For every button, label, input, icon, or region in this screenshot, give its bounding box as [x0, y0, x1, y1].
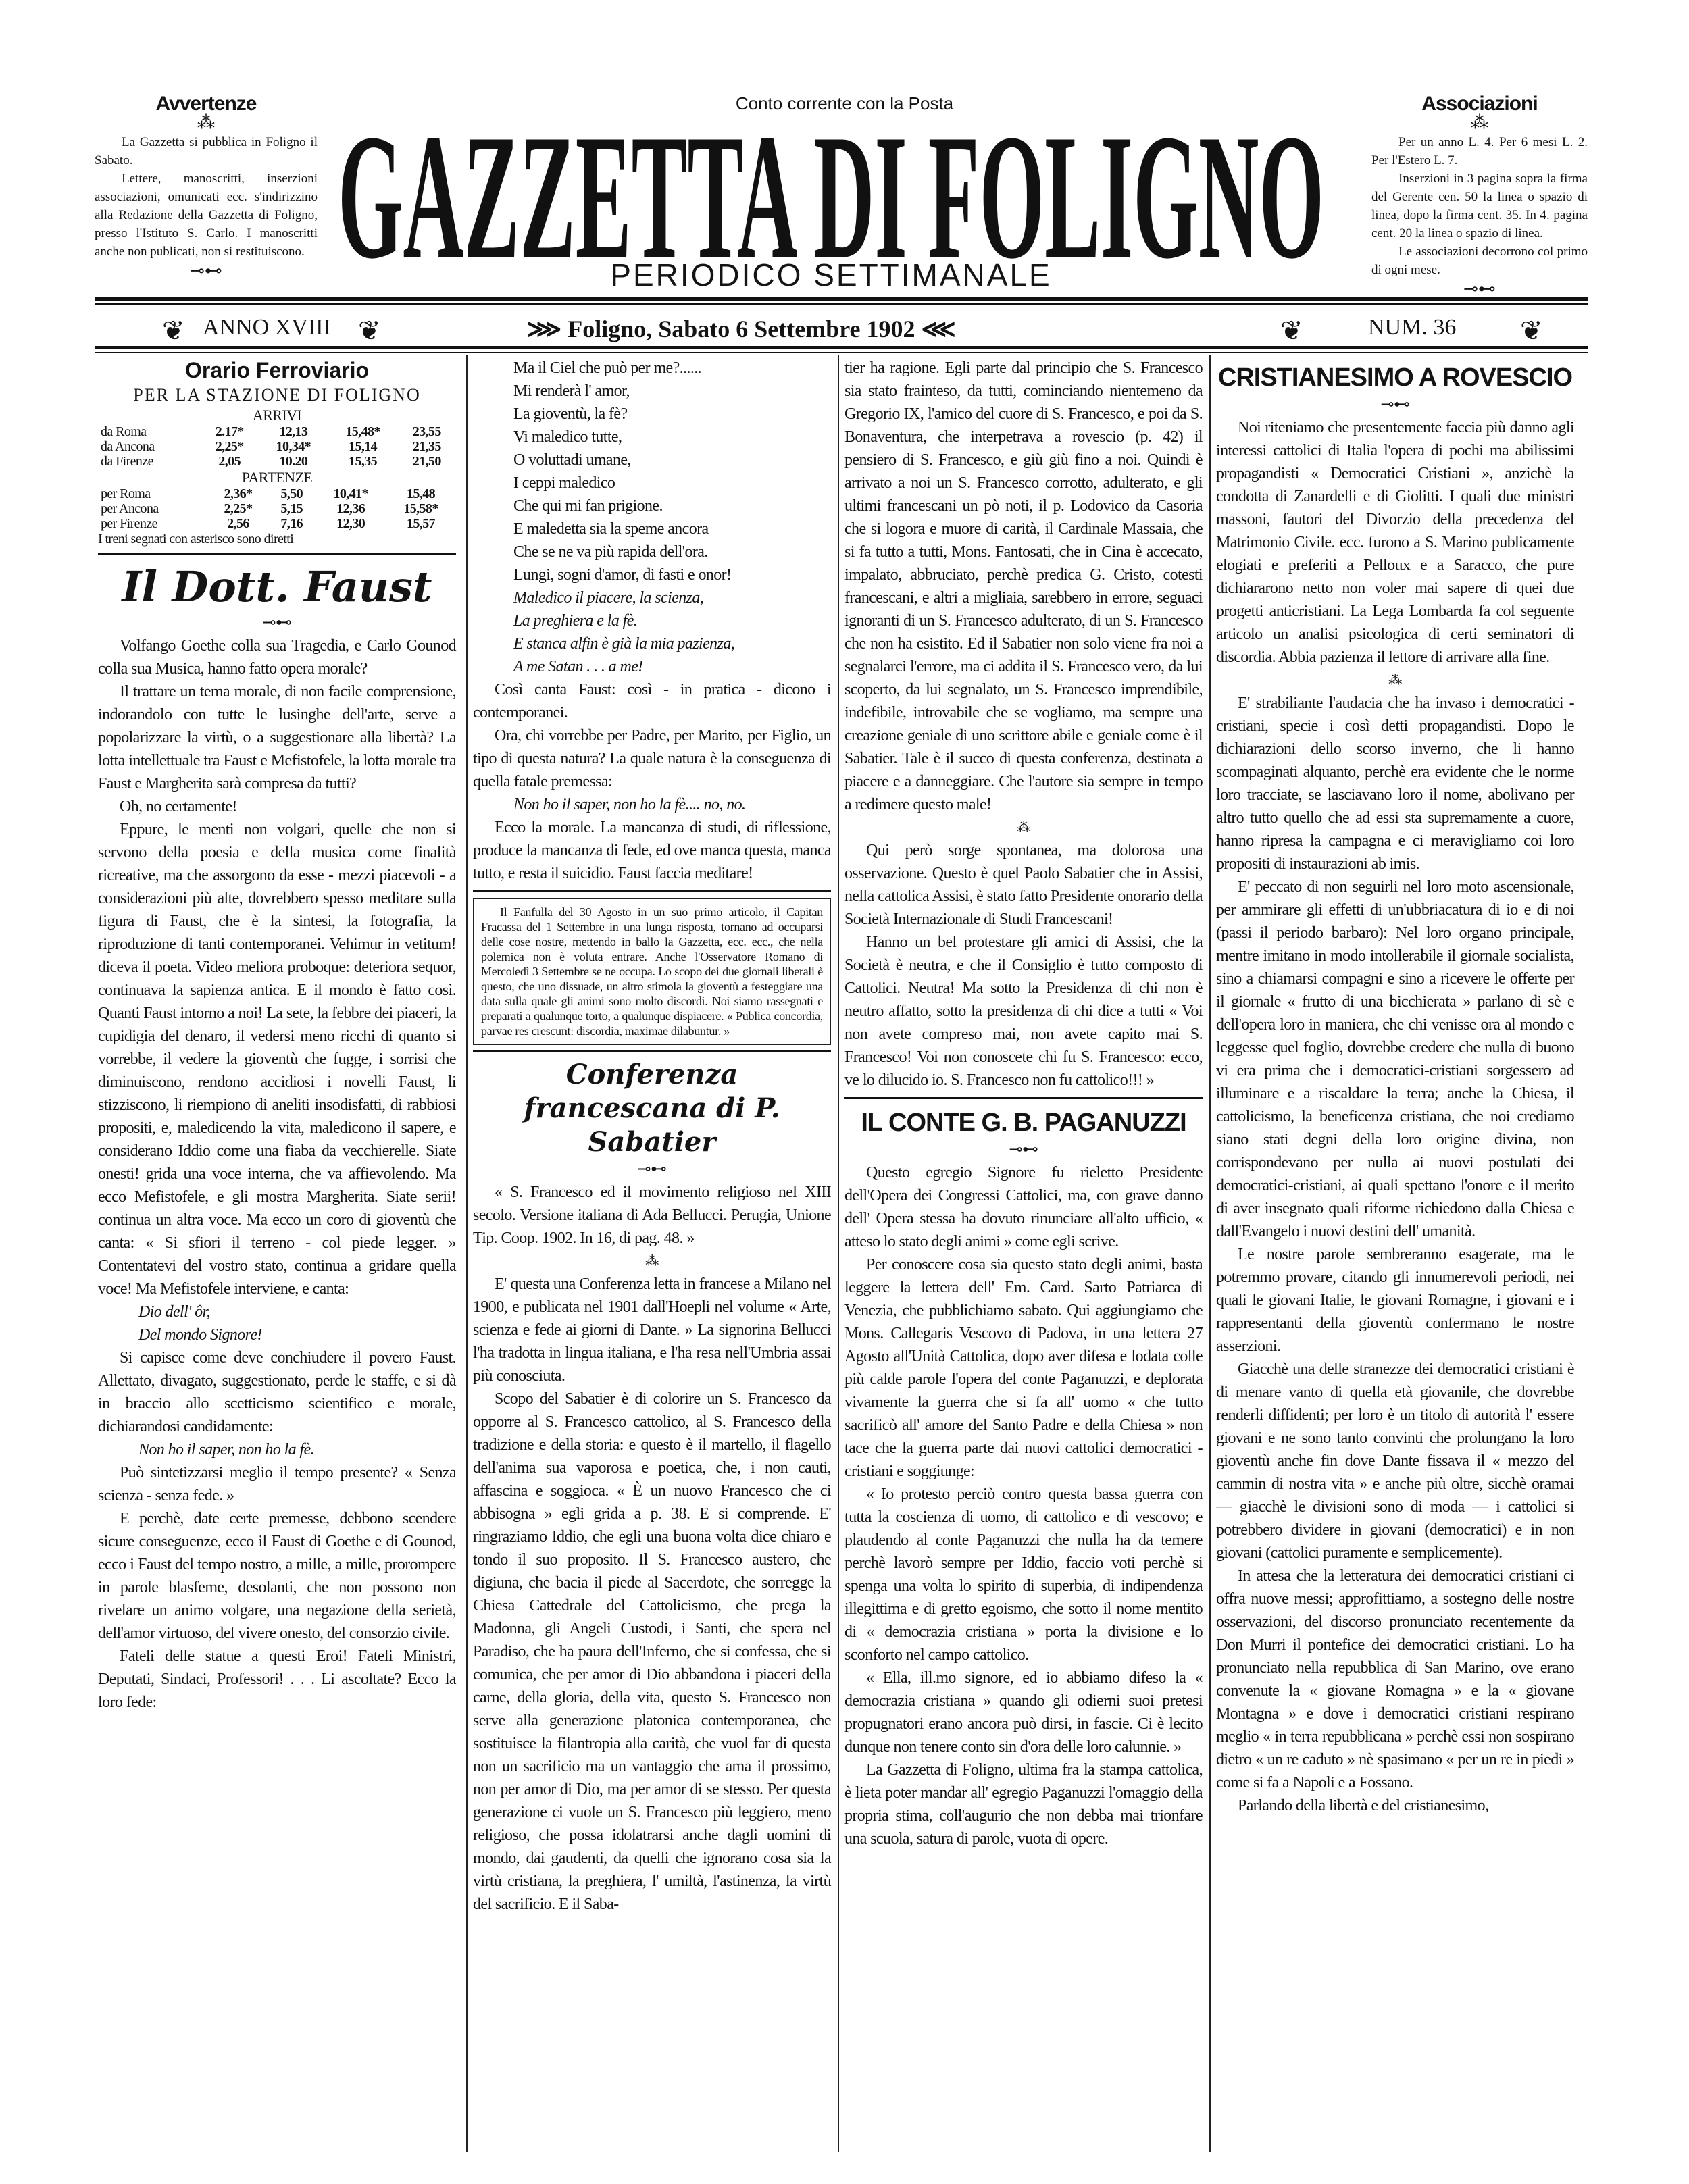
timetable-row	[98, 501, 456, 516]
article-title: IL CONTE G. B. PAGANUZZI	[861, 1109, 1186, 1137]
train-time: 21,50	[412, 454, 441, 469]
train-time: 15,48	[407, 486, 436, 501]
ornament-icon: ⊸⊷	[262, 614, 292, 632]
timetable-row	[98, 516, 456, 531]
paragraph: Volfango Goethe colla sua Tragedia, e Carlo Gounod colla sua Musica, hanno fatto opera morale?	[98, 637, 456, 678]
anno-label: ANNO XVIII	[203, 315, 331, 340]
departures-label: PARTENZE	[241, 469, 313, 486]
section-rule	[844, 1097, 1203, 1099]
station-name: per Roma	[101, 486, 151, 501]
paragraph: Giacchè una delle stranezze dei democratici cristiani è di menare vanto di quella età giovanile, che dovrebbe renderli diffidenti; per loro è un titolo di autorità l' essere giovani e ne sono tanto convinti che prolungano la loro gioventù anche fin dove Dante fissava il « mezzo del cammin di nostra vita » e anche più oltre, sicchè oramai — giacchè le divisioni sono di moda — i cattolici si potrebbero dividere in giovani (democratici) e in non giovani (cattolici puramente e semplicemente).	[1216, 1361, 1574, 1562]
station-name: per Firenze	[101, 516, 157, 531]
train-time: 15,57	[407, 516, 436, 531]
ornament-icon: ❦	[358, 315, 381, 346]
verse-line: E maledetta sia la speme ancora	[513, 520, 709, 538]
notice-text: Il Fanfulla del 30 Agosto in un suo primo articolo, il Capitan Fracassa del 1 Settembre in una lunga risposta, tornano ad occuparsi delle cose nostre, mettendo in ballo la Gazzetta, ecc. ecc., che nella polemica non è voluta entrare. Anche l'Osservatore Romano di Mercoledì 3 Settembre se ne occupa. Lo scopo dei due giornali liberali è questo, che uno dissuade, un altro stimola la gioventù a festeggiare una data sulla quale gli animi sono molto discordi. Noi siamo rassegnati e preparati a qualunque torto, a qualunque dispiacere. « Publica concordia, parvae res crescunt: discordia, maximae dilabuntur. »	[481, 905, 823, 1038]
ornament-icon: ❦	[162, 315, 185, 346]
notice-box	[473, 898, 831, 1045]
paragraph: Oh, no certamente!	[120, 798, 237, 815]
verse-line: Ma il Ciel che può per me?......	[513, 359, 702, 377]
verse-line: Maledico il piacere, la scienza,	[513, 589, 704, 607]
verse-line: E stanca alfin è già la mia pazienza,	[513, 635, 735, 653]
paragraph: E' strabiliante l'audacia che ha invaso i democratici - cristiani, specie i così detti propagandisti. Dopo le dichiarazioni dello scorso inverno, che li hanno scompaginati alquanto, perchè era evidente che le norme loro tracciate, se lasciavano loro il nome, abolivano per altro tutto quello che ad essi sta supremamente a cuore, hanno ripresa la campagna e ci meravigliamo coi loro propositi di instaurazioni ab imis.	[1216, 694, 1574, 873]
train-time: 2,25*	[215, 439, 244, 454]
verse-line: Del mondo Signore!	[138, 1326, 262, 1344]
associazioni-text: Per un anno L. 4. Per 6 mesi L. 2. Per l'Estero L. 7.	[1371, 135, 1588, 168]
paragraph: Le nostre parole sembreranno esagerate, ma le potremmo provare, citando gli innumerevoli periodi, nei quali le giovani Italie, le giovani Romagne, i giovani e i rappresentanti della gioventù confermano le nostre asserzioni.	[1216, 1246, 1574, 1355]
date-bar	[95, 309, 1588, 347]
paragraph: E' peccato di non seguirli nel loro moto ascensionale, per ammirare gli effetti di un'ubbriacatura di io e di noi (passi il periodo barbaro): Nel loro organo principale, mentre imitano in modo intollerabile il giornale socialista, sino a chiamarsi compagni e sino a ricevere le offerte per il giornale « frutto di una bicchierata » parlano di sè e dell'opera loro in maniera, che chi venisse ora al mondo e leggesse quel foglio, dovrebbe credere che nulla di buono vi era prima che i democratici-cristiani sorgessero ad illuminare e a riscaldare la terra; anche la Chiesa, il cattolicismo, la beneficenza cristiana, che noi crediamo siano stati degni della loro origine divina, non corrispondevano per nulla ai nuovi postulati dei democratici-cristiani, ai quali spettano l'onore e il merito di aver insegnato quali riforme richiedono dalla Chiesa e dall'Evangelo i nuovi destini dell' umanità.	[1216, 878, 1574, 1240]
ornament-icon: ⁂	[1471, 113, 1488, 132]
asterism-icon: ⁂	[1388, 673, 1402, 688]
associazioni-box	[1371, 95, 1588, 299]
paragraph: E perchè, date certe premesse, debbono scendere sicure conseguenze, ecco il Faust di Goethe e di Gounod, ecco i Faust del tempo nostro, a mille, a mille, prorompere in parole blasfeme, desolanti, che non possono non rivelare un animo volgare, una negazione della serietà, dell'amor virtuoso, del vivere onesto, del consorzio civile.	[98, 1510, 456, 1642]
train-time: 12,30	[336, 516, 365, 531]
train-time: 23,55	[412, 424, 441, 439]
article-title: Il Dott. Faust	[122, 562, 432, 611]
timetable-row	[98, 424, 456, 439]
paragraph: Noi riteniamo che presentemente faccia più danno agli interessi cattolici di Italia l'opera di pochi ma abilissimi propagandisti « Democratici Cristiani », anzichè la condotta di Zanardelli e di Giolitti. I quali due ministri massoni, fautori del Divorzio della precedenza del Matrimonio Civile. ecc. furono a S. Marino publicamente elogiati e preferiti a Pelloux e a Saracco, che pure dichiararono netto non voler mai sapere di quei due progetti anticristiani. La Lega Lombarda fa col seguente articolo un analisi psicologica di certi seminatori di discordia. Abbia pazienza il lettore di arrivare alla fine.	[1216, 419, 1574, 666]
verse-line: Vi maledico tutte,	[513, 428, 622, 446]
column-2	[473, 357, 831, 1916]
paragraph: Questo egregio Signore fu rieletto Presidente dell'Opera dei Congressi Cattolici, ma, con grave danno dell' Opera stessa ha dovuto rinunciare all'alto ufficio, « atteso lo stato degli animi » come egli scrive.	[844, 1164, 1203, 1250]
station-name: da Roma	[101, 424, 147, 439]
verse-line: Non ho il saper, non ho la fè.... no, no.	[513, 796, 746, 813]
paragraph: tier ha ragione. Egli parte dal principio che S. Francesco sia stato frainteso, da tutti, cominciando nientemeno da Gregorio IX, l'amico del cuore di S. Francesco, e poi da S. Bonaventura, che interpetrava a rovescio (p. 42) il pensiero di S. Francesco, e giù giù fino a noi. Quindi è arrivato a noi un S. Francesco corrotto, adulterato, e gli ultimi francescani un pò noti, il p. Lodovico da Casoria che si logora e muore di carità, il Cardinale Massaia, che si fa tutto a tutti, Mons. Fantosati, che in Cina è accecato, impalato, abbruciato, perchè predica G. Cristo, cotesti francescani, e altri a migliaia, sarebbero in errore, seguaci ignoranti di un S. Francesco adulterato, di un S. Francesco che non ha esistito. Ed il Sabatier non solo viene fra noi a segnalarci l'errore, ma ci addita il S. Francesco vero, da lui scoperto, da lui segnalato, un S. Francesco imprendibile, indefibile, introvabile che se vogliamo, ma sempre una creazione geniale di uno scrittore abile e geniale come è il Sabatier. Tale è il succo di questa conferenza, destinata a piacere e a danneggiare. Che l'autore sia sempre in tempo a redimere questo male!	[844, 359, 1203, 813]
column-divider	[1209, 355, 1211, 2152]
train-time: 10,41*	[333, 486, 368, 501]
paragraph: Ora, chi vorrebbe per Padre, per Marito, per Figlio, un tipo di questa natura? La quale natura è la conseguenza di quella fatale premessa:	[473, 727, 831, 790]
associazioni-text: Inserzioni in 3 pagina sopra la firma del Gerente cen. 50 la linea o spazio di linea, dopo la firma cent. 35. In 4. pagina cent. 20 la linea o spazio di linea.	[1371, 172, 1588, 240]
article-title: CRISTIANESIMO A ROVESCIO	[1217, 363, 1573, 392]
train-time: 15,58*	[403, 501, 438, 516]
verse-line: La preghiera e la fè.	[513, 612, 638, 630]
associazioni-title: Associazioni	[1421, 93, 1538, 115]
train-time: 5,15	[280, 501, 303, 516]
issue-number: NUM. 36	[1368, 315, 1457, 340]
associazioni-text: Le associazioni decorrono col primo di ogni mese.	[1371, 245, 1588, 277]
ornament-icon: ⊸⊷	[1009, 1141, 1038, 1159]
paragraph: « Io protesto perciò contro questa bassa guerra con tutta la coscienza di uomo, di cattolico e di vescovo; e plaudendo al conte Paganuzzi che nulla ha da temere perchè lavorò sempre per Iddio, faccio voti perchè si spenga una volta lo spirito di superbia, di indipendenza illegittima e di gretto egoismo, che sotto il nome mentito di « democrazia cristiana » porta la divisione e lo sconforto nel campo cattolico.	[844, 1485, 1203, 1664]
station-name: da Ancona	[101, 439, 155, 454]
paragraph: Così canta Faust: così - in pratica - dicono i contemporanei.	[473, 681, 831, 721]
asterism-icon: ⁂	[1017, 820, 1030, 835]
verse-line: A me Satan . . . a me!	[513, 658, 643, 676]
paragraph: Si capisce come deve conchiudere il povero Faust. Allettato, divagato, suggestionato, perde le staffe, e si dà in braccio allo scetticismo scientifico e morale, dichiarandosi candidamente:	[98, 1349, 456, 1436]
train-time: 2,25*	[224, 501, 253, 516]
train-time: 2,56	[227, 516, 249, 531]
paragraph: Hanno un bel protestare gli amici di Assisi, che la Società è neutra, e che il Consiglio è tutto composto di Cattolici. Neutra! Ma sotto la Presidenza di chi non è neutro affatto, sotto la presidenza di chi dice a tutti « Voi non avete compreso mai, non avete capito mai S. Francesco! Voi non conoscete chi fu S. Francesco: ecco, ve lo dilucido io. S. Francesco non fu cattolico!!! »	[844, 934, 1203, 1089]
train-time: 12,36	[336, 501, 365, 516]
train-time: 12,13	[279, 424, 308, 439]
timetable-row	[98, 454, 456, 469]
avvertenze-title: Avvertenze	[155, 93, 257, 115]
paragraph: Scopo del Sabatier è di colorire un S. Francesco da opporre al S. Francesco cattolico, al S. Francesco della tradizione e della storia: e questo è il martello, il flagello dell'anima sua vaporosa e poetica, che, i non cauti, affascina e soggioca. « È un nuovo Francesco che ci abbisogna » egli grida a p. 38. E si comprende. E' ringraziamo Iddio, che egli una buona volta dice chiaro e tondo il suo proposito. Il S. Francesco austero, che digiuna, che bacia il piede al Sacerdote, che sorregge la Chiesa Cattedrale del Cattolicismo, che prega la Madonna, gli Angeli Custodi, i Santi, che spera nel Paradiso, che ha paura dell'Inferno, che si confessa, che si comunica, che per amor di Dio abbandona i piaceri della carne, della gloria, della vita, questo S. Francesco non serve alla generazione platonica contemporanea, che sostituisce la filantropia alla carità, che vuol far di questa non un sacrificio ma un vantaggio che ama il prossimo, non per amor di Dio, ma per amor di se stesso. Per questa generazione ci vuole un S. Francesco più leggiero, meno religioso, che possa idolatrarsi anche dagli uomini di mondo, dai gaudenti, da quelli che ignorano cosa sia la virtù cristiana, la preghiera, l' umiltà, l'astinenza, la virtù del sacrificio. E il Saba-	[473, 1390, 831, 1913]
station-name: da Firenze	[101, 454, 153, 469]
arrivals-label: ARRIVI	[252, 407, 302, 424]
train-time: 10.20	[279, 454, 308, 469]
ornament-icon: ❦	[1520, 315, 1543, 346]
verse-line: Che se ne va più rapida dell'ora.	[513, 543, 708, 561]
paragraph: « S. Francesco ed il movimento religioso nel XIII secolo. Versione italiana di Ada Bellucci. Perugia, Unione Tip. Coop. 1902. In 16, di pag. 48. »	[473, 1184, 831, 1247]
ornament-icon: ⊸⊷	[190, 261, 222, 280]
verse-line: La gioventù, la fè?	[513, 405, 628, 423]
asterism-icon: ⁂	[645, 1254, 659, 1269]
header-rule	[95, 297, 1588, 305]
paragraph: In attesa che la letteratura dei democratici cristiani ci offra nuove messi; approfittiamo, a sostegno delle nostre osservazioni, del discorso pronunciato recentemente da Don Murri il pontefice dei democratici cristiani. Lo ha pronunciato nella repubblica di San Marino, ove erano convenute la « giovane Romagna » e la « giovane Montagna » e dove i democratici cristiani respirano meglio « in terra repubblicana » perchè essi non sospirano dietro « un re caduto » nè spasimano « per un re in piedi » come si fa a Napoli e a Fossano.	[1216, 1567, 1574, 1792]
station-name: per Ancona	[101, 501, 159, 516]
section-rule	[473, 890, 831, 892]
paragraph: Ecco la morale. La mancanza di studi, di riflessione, produce la mancanza di fede, ed ove manca questa, manca tutto, e resta il suicidio. Faust faccia meditare!	[473, 819, 831, 882]
arrivals-table	[98, 424, 456, 469]
paragraph: Il trattare un tema morale, di non facile comprensione, indorandolo con tutte le lusinghe dell'arte, serve a popolarizzare la virtù, o a suggestionare alla libertà? La lotta intellettuale tra Faust e Mefistofele, la lotta morale tra Faust e Margherita sarà compresa da tutti?	[98, 683, 456, 792]
ornament-icon: ❦	[1280, 315, 1303, 346]
train-time: 7,16	[280, 516, 303, 531]
issue-date: ⋙ Foligno, Sabato 6 Settembre 1902 ⋘	[527, 315, 956, 342]
train-time: 21,35	[412, 439, 441, 454]
paragraph: E' questa una Conferenza letta in francese a Milano nel 1900, e publicata nel 1901 dall'Hoepli nel volume « Arte, scienza e fede ai giorni di Dante. » La signorina Bellucci l'ha tradotta in lingua italiana, e l'ha resa nell'Umbria assai più conosciuta.	[473, 1275, 831, 1385]
paragraph: Parlando della libertà e del cristianesimo,	[1238, 1797, 1489, 1814]
article-title: Conferenza francescana di P. Sabatier	[524, 1059, 780, 1158]
paragraph: Per conoscere cosa sia questo stato degli animi, basta leggere la lettera dell' Em. Card. Sarto Patriarca di Venezia, che pubblichiamo sabato. Qui aggiungiamo che Mons. Callegaris Vescovo di Padova, in una lettera 27 Agosto all'Unità Cattolica, dopo aver difesa e lodata colle più calde parole l'opera del conte Paganuzzi, e deplorata vivamente la guerra che si fa all' uomo « che tutto sacrificò all' amore del Santo Padre e della Chiesa » non tace che la guerra parte dai nuovi cattolici democratici - cristiani e soggiunge:	[844, 1256, 1203, 1480]
train-time: 5,50	[280, 486, 303, 501]
verse-line: I ceppi maledico	[513, 474, 615, 492]
column-4	[1216, 357, 1574, 1817]
newspaper-title	[338, 122, 1324, 263]
column-divider	[466, 355, 468, 2152]
newspaper-subtitle: PERIODICO SETTIMANALE	[610, 257, 1052, 293]
train-timetable	[98, 357, 456, 555]
train-time: 10,34*	[276, 439, 311, 454]
paragraph: Può sintetizzarsi meglio il tempo presente? « Senza scienza - senza fede. »	[98, 1464, 456, 1504]
header-rule	[95, 346, 1588, 353]
ornament-icon: ⊸⊷	[1380, 396, 1410, 413]
avvertenze-box	[95, 95, 318, 281]
avvertenze-text: Lettere, manoscritti, inserzioni associazioni, omunicati ecc. s'indirizzino alla Redazione della Gazzetta di Foligno, presso l'Istituto S. Carlo. I manoscritti anche non publicati, non si restituiscono.	[95, 172, 318, 259]
train-time: 15,14	[349, 439, 378, 454]
section-rule	[473, 1050, 831, 1052]
departures-table	[98, 486, 456, 531]
train-time: 2,05	[218, 454, 241, 469]
paragraph: « Ella, ill.mo signore, ed io abbiamo difeso la « democrazia cristiana » quando gli odierni suoi pretesi propugnatori erano ancora può dirsi, in fascie. Ci è lecito dunque non tenere conto sin d'ora delle loro calunnie. »	[844, 1669, 1203, 1756]
conto-corrente-line: Conto corrente con la Posta	[735, 93, 954, 113]
paragraph: Qui però sorge spontanea, ma dolorosa una osservazione. Questo è quel Paolo Sabatier che in Assisi, nella cattolica Assisi, è stato fatto Presidente onorario della Società Internazionale di Studi Francescani!	[844, 842, 1203, 928]
train-time: 15,48*	[345, 424, 380, 439]
timetable-row	[98, 439, 456, 454]
newspaper-title-text: GAZZETTA DI FOLIGNO	[338, 122, 1324, 263]
verse-line: Non ho il saper, non ho la fè.	[138, 1441, 315, 1458]
section-rule	[98, 553, 456, 555]
column-3	[844, 357, 1203, 1850]
train-time: 15,35	[349, 454, 378, 469]
timetable-title: Orario Ferroviario	[184, 358, 370, 382]
ornament-icon: ⁂	[197, 113, 215, 132]
train-time: 2.17*	[215, 424, 244, 439]
verse-line: Che qui mi fan prigione.	[513, 497, 663, 515]
verse-line: O voluttadi umane,	[513, 451, 631, 469]
ornament-icon: ⊸⊷	[1463, 279, 1496, 299]
avvertenze-text: La Gazzetta si pubblica in Foligno il Sabato.	[95, 135, 318, 168]
column-1	[98, 357, 456, 1714]
ornament-icon: ⊸⊷	[637, 1161, 667, 1178]
verse-line: Dio dell' ôr,	[138, 1303, 211, 1321]
timetable-note: I treni segnati con asterisco sono diretti	[98, 532, 294, 547]
verse-line: Lungi, sogni d'amor, di fasti e onor!	[513, 566, 732, 584]
timetable-subtitle: PER LA STAZIONE DI FOLIGNO	[133, 385, 421, 405]
paragraph: Fateli delle statue a questi Eroi! Fateli Ministri, Deputati, Sindaci, Professori! . . . Li ascoltate? Ecco la loro fede:	[98, 1648, 456, 1711]
train-time: 2,36*	[224, 486, 253, 501]
timetable-row	[98, 486, 456, 501]
verse-line: Mi renderà l' amor,	[513, 382, 630, 400]
paragraph: Eppure, le menti non volgari, quelle che non si servono della poesia e della musica come finalità ricreative, ma che assorgono da esse - mezzi piacevoli - a considerazioni più alte, dovrebbero spesso meditare sulla figura di Faust, che è la sintesi, la fotografia, la riproduzione di tanti contemporanei. Vehimur in vetitum! diceva il poeta. Video meliora proboque: deteriora sequor, continuava la sapienza antica. E il mondo è fatto così. Quanti Faust intorno a noi! La sete, la febbre dei piaceri, la cupidigia del denaro, il vedersi meno ricchi di quanto si vorrebbe, il vedere la gioventù che fugge, i sorrisi che diminuiscono, rendono accidiosi i novelli Faust, li stizziscono, li riempiono di aneliti insodisfatti, di rabbiosi propositi, e, maledicendo la vita, maledicono il sapere, e considerano Iddio come una fiaba da vecchierelle. Siate onesti! grida una voce interna, che va affievolendo. Ma ecco Mefistofele, e gli mostra Margherita. Siate serii! continua un altra voce. Ma ecco un coro di gioventù che canta: « Si sfiori il terreno - col piede legger. » Contentatevi del vostro stato, continua a gridare quella voce! Ma Mefistofele interviene, e canta:	[98, 821, 456, 1298]
column-divider	[838, 355, 839, 2152]
paragraph: La Gazzetta di Foligno, ultima fra la stampa cattolica, è lieta poter mandar all' egregio Paganuzzi l'omaggio della propria stima, coll'augurio che non debba mai trionfare una scuola, satura di parole, vuota di opere.	[844, 1761, 1203, 1848]
